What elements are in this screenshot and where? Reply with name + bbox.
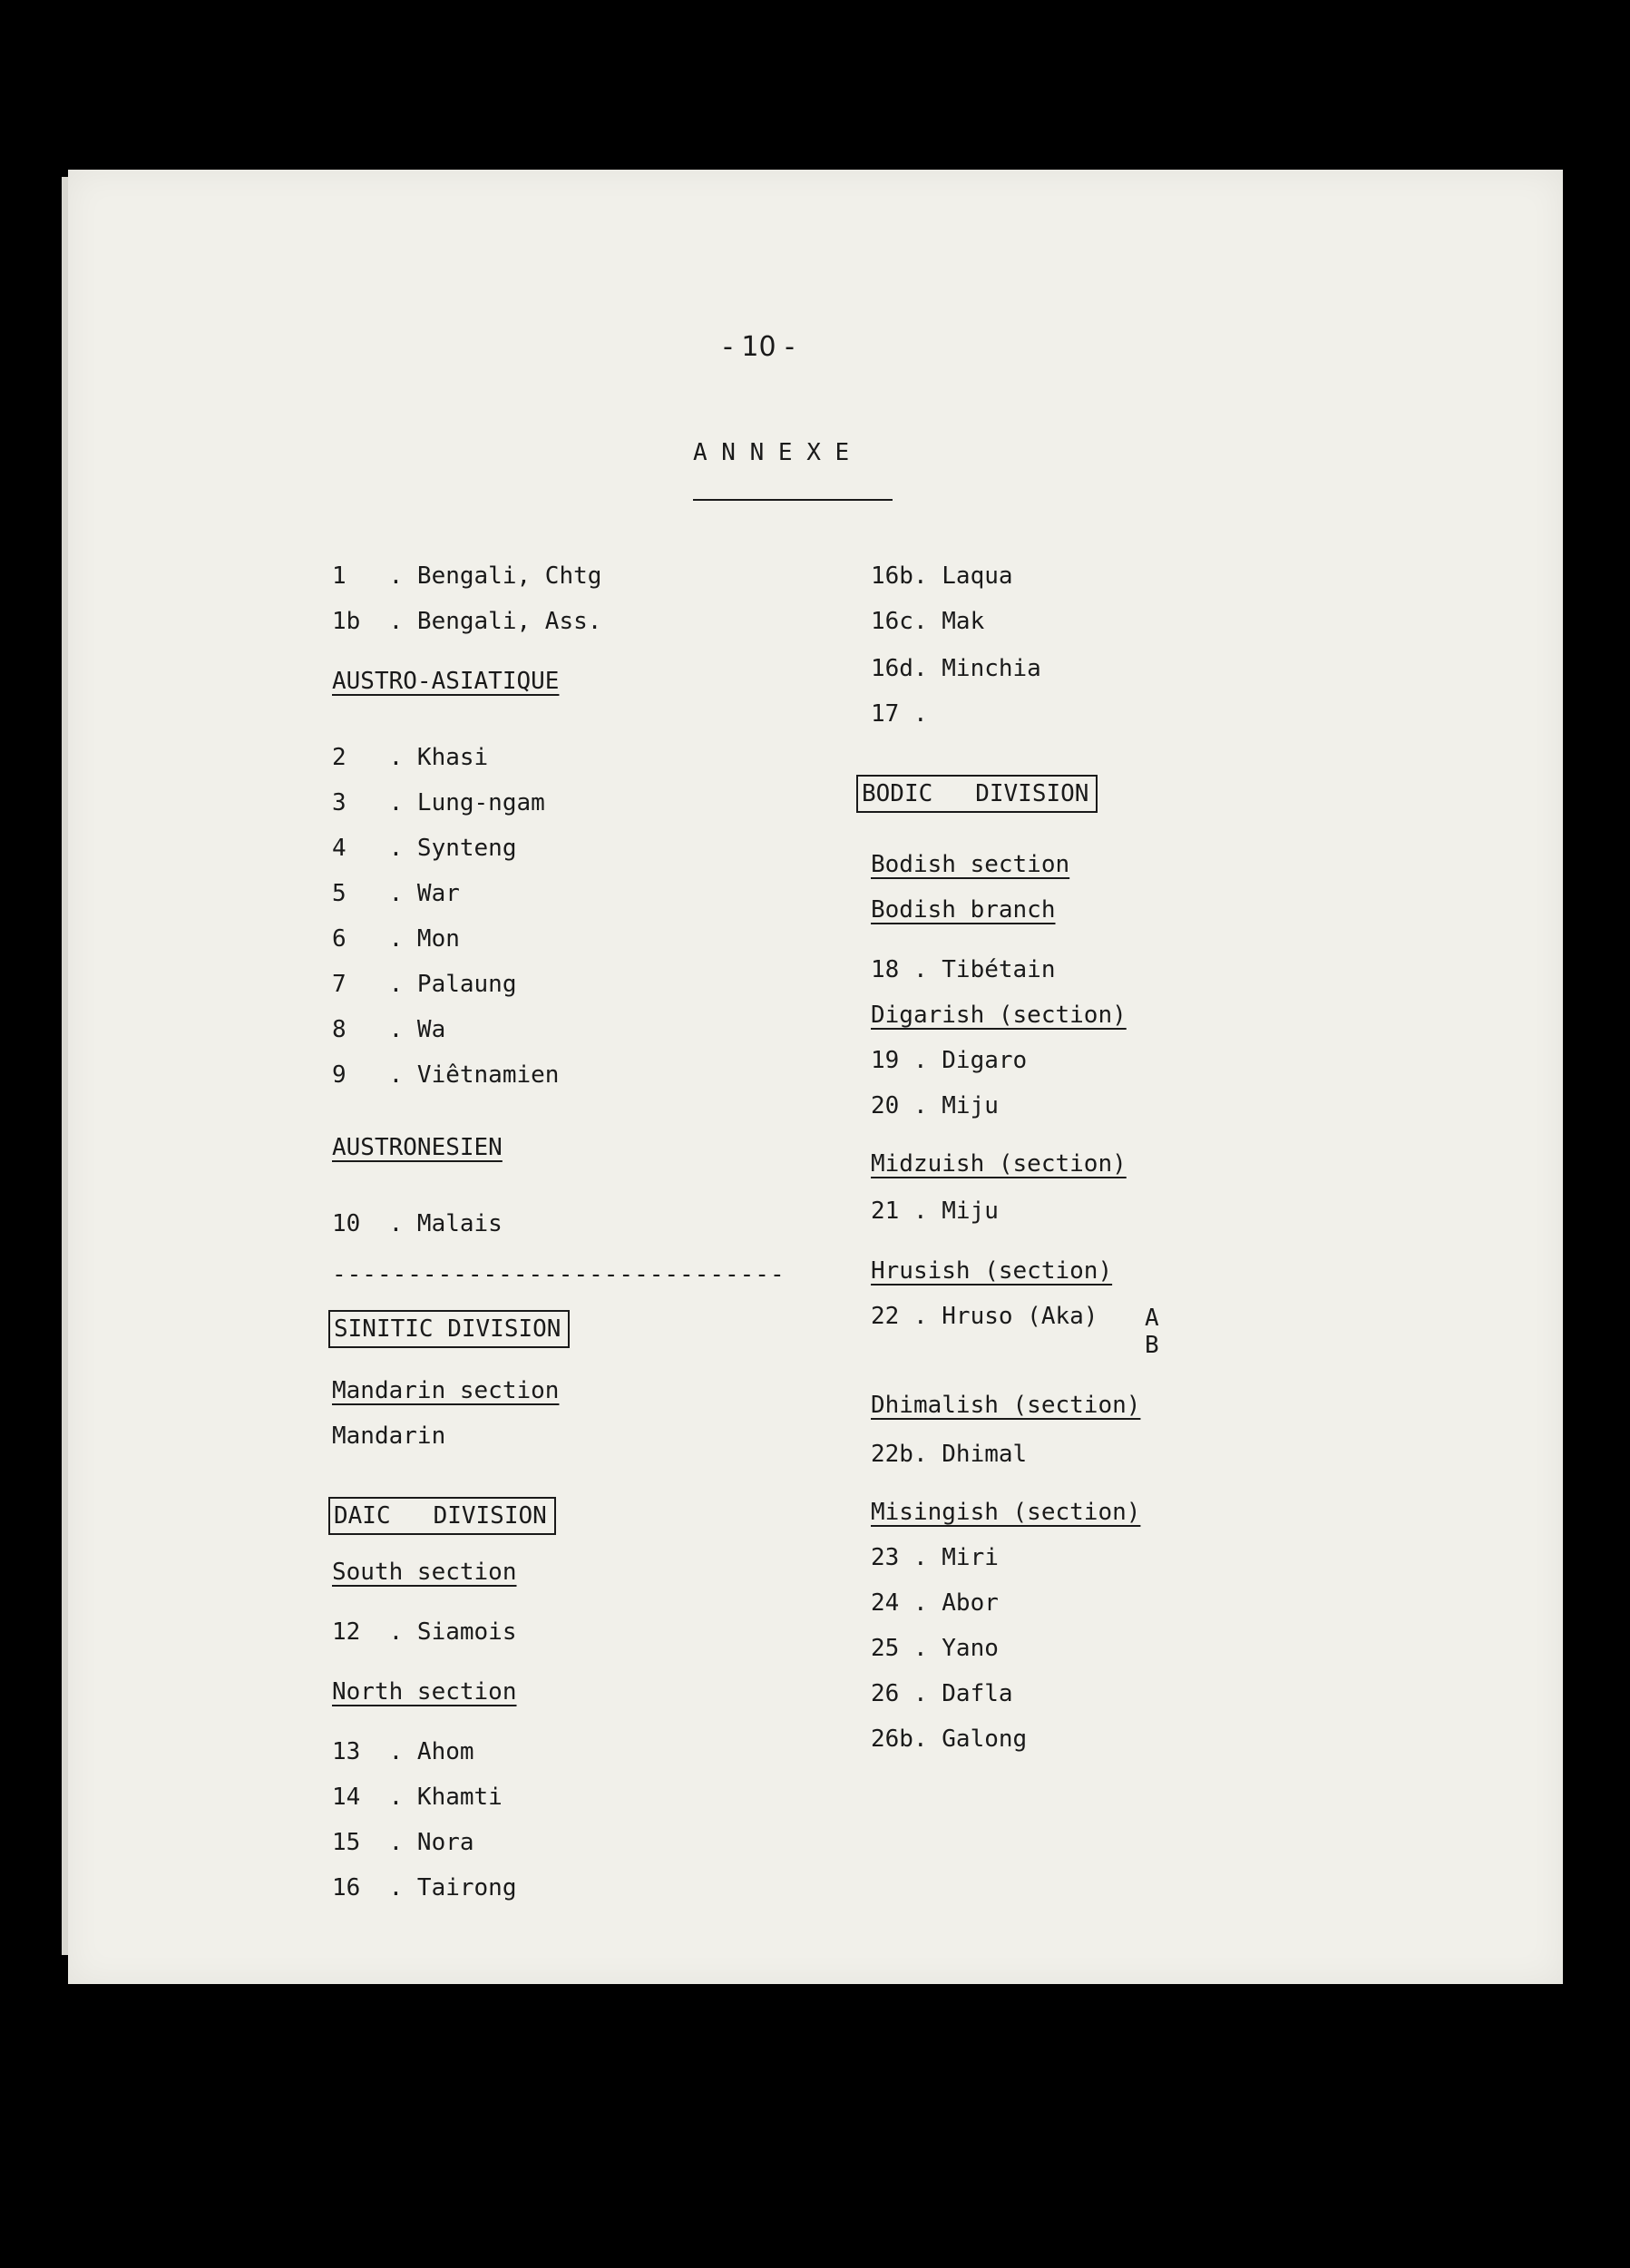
heading-south-section: South section	[332, 1559, 517, 1586]
entry-16d: 16d. Minchia	[871, 655, 1041, 682]
entry-24: 24 . Abor	[871, 1589, 999, 1617]
entry-20: 20 . Miju	[871, 1092, 999, 1119]
entry-8: 8 . Wa	[332, 1016, 446, 1043]
entry-12: 12 . Siamois	[332, 1618, 517, 1646]
entry-14: 14 . Khamti	[332, 1784, 503, 1811]
heading-midzuish-section: Midzuish (section)	[871, 1150, 1127, 1178]
heading-mandarin-section: Mandarin section	[332, 1377, 560, 1404]
entry-7: 7 . Palaung	[332, 971, 517, 998]
mark-b: B	[1145, 1332, 1159, 1359]
entry-23: 23 . Miri	[871, 1544, 999, 1571]
entry-mandarin: Mandarin	[332, 1422, 446, 1450]
heading-austronesien: AUSTRONESIEN	[332, 1134, 503, 1161]
heading-bodish-section: Bodish section	[871, 851, 1070, 878]
entry-26: 26 . Dafla	[871, 1680, 1013, 1707]
entry-18: 18 . Tibétain	[871, 956, 1056, 983]
heading-misingish-section: Misingish (section)	[871, 1499, 1141, 1526]
entry-1: 1 . Bengali, Chtg	[332, 562, 602, 590]
heading-digarish-section: Digarish (section)	[871, 1002, 1127, 1029]
entry-16b: 16b. Laqua	[871, 562, 1013, 590]
entry-3: 3 . Lung-ngam	[332, 789, 545, 816]
heading-bodish-branch: Bodish branch	[871, 896, 1056, 924]
entry-5: 5 . War	[332, 880, 460, 907]
heading-bodic-division: BODIC DIVISION	[856, 775, 1098, 813]
entry-6: 6 . Mon	[332, 925, 460, 953]
heading-north-section: North section	[332, 1678, 517, 1706]
heading-austro-asiatique: AUSTRO-ASIATIQUE	[332, 668, 560, 695]
entry-15: 15 . Nora	[332, 1829, 474, 1856]
heading-sinitic-division: SINITIC DIVISION	[328, 1310, 570, 1348]
mark-a: A	[1145, 1305, 1159, 1332]
entry-9: 9 . Viêtnamien	[332, 1061, 560, 1089]
entry-10: 10 . Malais	[332, 1210, 503, 1237]
entry-25: 25 . Yano	[871, 1635, 999, 1662]
page-number: - 10 -	[723, 331, 795, 363]
entry-26b: 26b. Galong	[871, 1725, 1028, 1753]
separator-dashes: ------------------------------	[332, 1261, 786, 1288]
annex-title: A N N E X E	[693, 439, 850, 466]
entry-4: 4 . Synteng	[332, 835, 517, 862]
entry-17: 17 .	[871, 700, 928, 728]
entry-1b: 1b . Bengali, Ass.	[332, 608, 602, 635]
heading-daic-division: DAIC DIVISION	[328, 1497, 556, 1535]
entry-22: 22 . Hruso (Aka)	[871, 1303, 1098, 1330]
entry-16c: 16c. Mak	[871, 608, 985, 635]
entry-19: 19 . Digaro	[871, 1047, 1028, 1074]
entry-2: 2 . Khasi	[332, 744, 489, 771]
title-underline	[693, 499, 893, 501]
heading-dhimalish-section: Dhimalish (section)	[871, 1392, 1141, 1419]
entry-16: 16 . Tairong	[332, 1874, 517, 1901]
entry-13: 13 . Ahom	[332, 1738, 474, 1765]
entry-22b: 22b. Dhimal	[871, 1441, 1028, 1468]
entry-21: 21 . Miju	[871, 1198, 999, 1225]
heading-hrusish-section: Hrusish (section)	[871, 1257, 1113, 1285]
